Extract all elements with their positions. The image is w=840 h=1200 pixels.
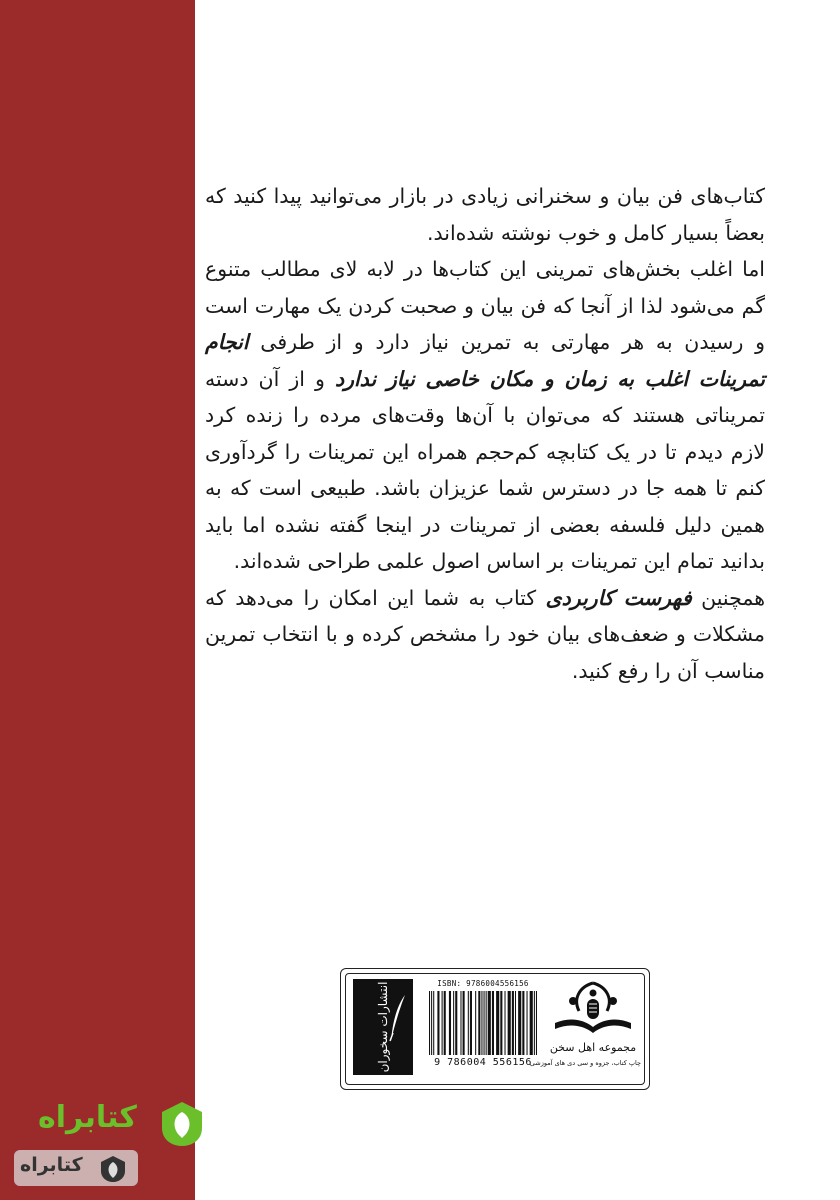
quill-icon xyxy=(387,993,407,1043)
series-tagline: چاپ کتاب، جزوه و سی دی های آموزشی xyxy=(529,1059,641,1067)
barcode-bar xyxy=(530,991,533,1055)
barcode xyxy=(423,979,543,1075)
barcode-bar xyxy=(460,991,461,1055)
back-cover-text xyxy=(205,178,765,689)
paragraph-text: همچنین xyxy=(691,585,766,610)
paragraph-text: کتاب به شما این امکان را می‌دهد که مشکلات و ضعف‌های بیان خود را مشخص کرده و با انتخاب تمرین مناسب آن را رفع کنید. xyxy=(205,585,765,683)
watermark-brand-small: کتابراه xyxy=(20,1154,83,1176)
barcode-bar xyxy=(527,991,528,1055)
paragraph-text: اما اغلب بخش‌های تمرینی این کتاب‌ها در لابه لای مطالب متنوع گم می‌شود لذا از آنجا که فن بیان و صحبت کردن یک مهارت است و رسیدن به هر مهارتی به تمرین نیاز دارد و از طرفی xyxy=(205,257,765,354)
barcode-bar xyxy=(512,991,514,1055)
barcode-bar xyxy=(488,991,491,1055)
barcode-bar xyxy=(437,991,439,1055)
isbn-panel xyxy=(340,968,650,1090)
paragraph-text: و از آن دسته تمریناتی هستند که می‌توان با آن‌ها وقت‌های مرده را زنده کرد لازم دیدم تا در یک کتابچه کم‌حجم همراه این تمرینات را گردآوری کنم تا همه جا در دسترس شما عزیزان باشد. طبیعی است که به همین دلیل فلسفه بعضی از تمرینات در اینجا گفته نشده اما باید بدانید تمام این تمرینات بر اساس اصول علمی طراحی شده‌اند. xyxy=(205,366,765,573)
publisher-name: انتشارات سخوران xyxy=(376,981,390,1073)
ketabrah-icon xyxy=(156,1098,208,1150)
barcode-bar xyxy=(453,991,454,1055)
emphasis-text: انجام تمرینات اغلب به زمان و مکان خاصی نیاز ندارد xyxy=(205,330,765,391)
barcode-bar xyxy=(492,991,494,1055)
barcode-bar xyxy=(449,991,451,1055)
barcode-bar xyxy=(504,991,505,1055)
paragraph xyxy=(205,178,765,251)
ketabrah-small-icon xyxy=(98,1154,128,1184)
barcode-bar xyxy=(431,991,432,1055)
barcode-bar xyxy=(475,991,476,1055)
barcode-bar xyxy=(500,991,502,1055)
paragraph xyxy=(205,251,765,580)
barcode-bars xyxy=(427,991,539,1055)
barcode-bar xyxy=(463,991,465,1055)
open-book-microphone-icon xyxy=(549,977,637,1039)
barcode-bar xyxy=(484,991,485,1055)
emphasis-text: فهرست کاربردی xyxy=(545,585,692,610)
barcode-bar xyxy=(496,991,499,1055)
watermark-brand: کتابراه xyxy=(38,1100,137,1135)
barcode-bar xyxy=(515,991,516,1055)
barcode-bar xyxy=(508,991,511,1055)
barcode-bar xyxy=(468,991,469,1055)
paragraph-text: کتاب‌های فن بیان و سخنرانی زیادی در بازار می‌توانید پیدا کنید که بعضاً بسیار کامل و خوب نوشته شده‌اند. xyxy=(205,184,765,245)
barcode-bar xyxy=(470,991,472,1055)
barcode-bar xyxy=(444,991,446,1055)
series-name: مجموعه اهل سخن xyxy=(549,1041,637,1054)
barcode-bar xyxy=(455,991,457,1055)
book-spine xyxy=(0,0,195,1200)
barcode-bar xyxy=(478,991,480,1055)
barcode-bar xyxy=(433,991,434,1055)
barcode-bar xyxy=(522,991,524,1055)
barcode-number: 9 786004 556156 xyxy=(434,1057,532,1068)
barcode-bar xyxy=(429,991,430,1055)
publisher-logo xyxy=(353,979,413,1075)
barcode-bar xyxy=(486,991,487,1055)
barcode-bar xyxy=(536,991,537,1055)
series-logo xyxy=(529,977,641,1077)
paragraph xyxy=(205,580,765,690)
ketabrah-watermark[interactable] xyxy=(8,1092,213,1192)
barcode-bar xyxy=(442,991,443,1055)
barcode-bar xyxy=(481,991,482,1055)
isbn-label: ISBN: 9786004556156 xyxy=(437,979,529,988)
barcode-bar xyxy=(534,991,535,1055)
barcode-bar xyxy=(518,991,521,1055)
